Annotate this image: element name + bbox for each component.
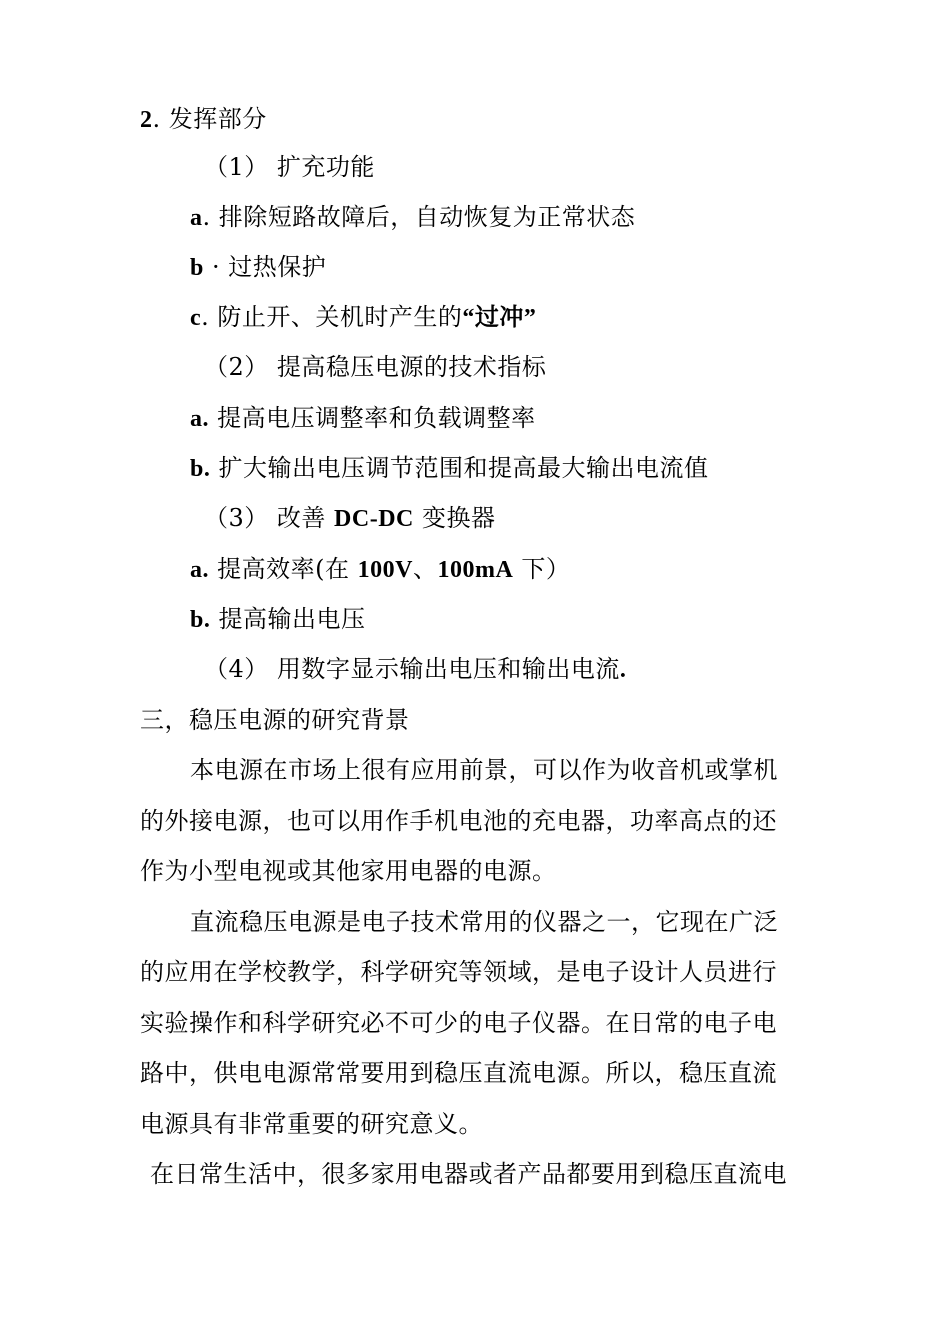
subsection-title: （2） 提高稳压电源的技术指标	[204, 353, 547, 381]
list-item-a	[190, 554, 570, 585]
list-item-b	[190, 604, 366, 635]
paragraph-1-line-1	[190, 755, 778, 785]
list-letter: b.	[190, 607, 211, 633]
subsection-heading-2	[204, 352, 546, 382]
section-title: . 发挥部分	[152, 105, 267, 133]
list-text: . 排除短路故障后，自动恢复为正常状态	[202, 203, 636, 231]
subsection-title: （3） 改善	[204, 504, 335, 532]
list-text: 扩大输出电压调节范围和提高最大输出电流值	[210, 454, 709, 482]
paragraph-3-line-1	[150, 1159, 787, 1189]
value-voltage: 100V	[357, 557, 413, 583]
subsection-heading-1	[204, 152, 375, 182]
list-letter: b	[190, 255, 204, 281]
paragraph-text: 的应用在学校教学，科学研究等领域，是电子设计人员进行	[140, 958, 777, 986]
list-letter: a	[190, 205, 203, 231]
list-text: 提高效率(在	[209, 555, 358, 583]
paragraph-2-line-1	[190, 907, 778, 937]
list-text: 提高电压调整率和负载调整率	[209, 404, 536, 432]
subsection-title: （4） 用数字显示输出电压和输出电流	[204, 655, 620, 683]
list-item-a	[190, 202, 635, 233]
list-letter: a.	[190, 557, 209, 583]
paragraph-text: 直流稳压电源是电子技术常用的仪器之一，它现在广泛	[190, 908, 778, 936]
subsection-heading-3	[204, 503, 496, 534]
list-item-b	[190, 252, 326, 283]
list-text: . 防止开、关机时产生的	[201, 303, 463, 331]
paragraph-2-line-3	[140, 1008, 777, 1038]
separator: 、	[412, 555, 438, 583]
paragraph-text: 本电源在市场上很有应用前景，可以作为收音机或掌机	[190, 756, 778, 784]
paragraph-text: 实验操作和科学研究必不可少的电子仪器。在日常的电子电	[140, 1009, 777, 1037]
list-item-a	[190, 403, 536, 434]
list-letter: b.	[190, 456, 211, 482]
paragraph-1-line-2	[140, 806, 777, 836]
list-text: · 过热保护	[203, 253, 327, 281]
quoted-term: “过冲”	[462, 305, 537, 331]
section-heading-2	[140, 104, 267, 135]
paragraph-text: 的外接电源，也可以用作手机电池的充电器，功率高点的还	[140, 807, 777, 835]
paragraph-2-line-5	[140, 1109, 483, 1139]
paragraph-text: 在日常生活中，很多家用电器或者产品都要用到稳压直流电	[150, 1160, 787, 1188]
subsection-heading-4	[204, 654, 626, 685]
list-text-end: 下）	[513, 555, 571, 583]
list-item-b	[190, 453, 709, 484]
paragraph-1-line-3	[140, 856, 557, 886]
section-heading-3	[140, 705, 410, 735]
paragraph-text: 路中，供电电源常常要用到稳压直流电源。所以，稳压直流	[140, 1059, 777, 1087]
subsection-title: （1） 扩充功能	[204, 153, 375, 181]
term-dcdc: DC-DC	[334, 506, 414, 532]
paragraph-2-line-4	[140, 1058, 777, 1088]
paragraph-text: 电源具有非常重要的研究意义。	[140, 1110, 483, 1138]
subsection-title-end: 变换器	[413, 504, 496, 532]
section-number: 2	[140, 107, 153, 133]
list-item-c	[190, 302, 536, 333]
list-letter: a.	[190, 406, 209, 432]
list-text: 提高输出电压	[210, 605, 366, 633]
period: .	[619, 657, 627, 683]
list-letter: c	[190, 305, 202, 331]
section-title: 三，稳压电源的研究背景	[140, 706, 410, 734]
value-current: 100mA	[437, 557, 514, 583]
paragraph-text: 作为小型电视或其他家用电器的电源。	[140, 857, 557, 885]
paragraph-2-line-2	[140, 957, 777, 987]
